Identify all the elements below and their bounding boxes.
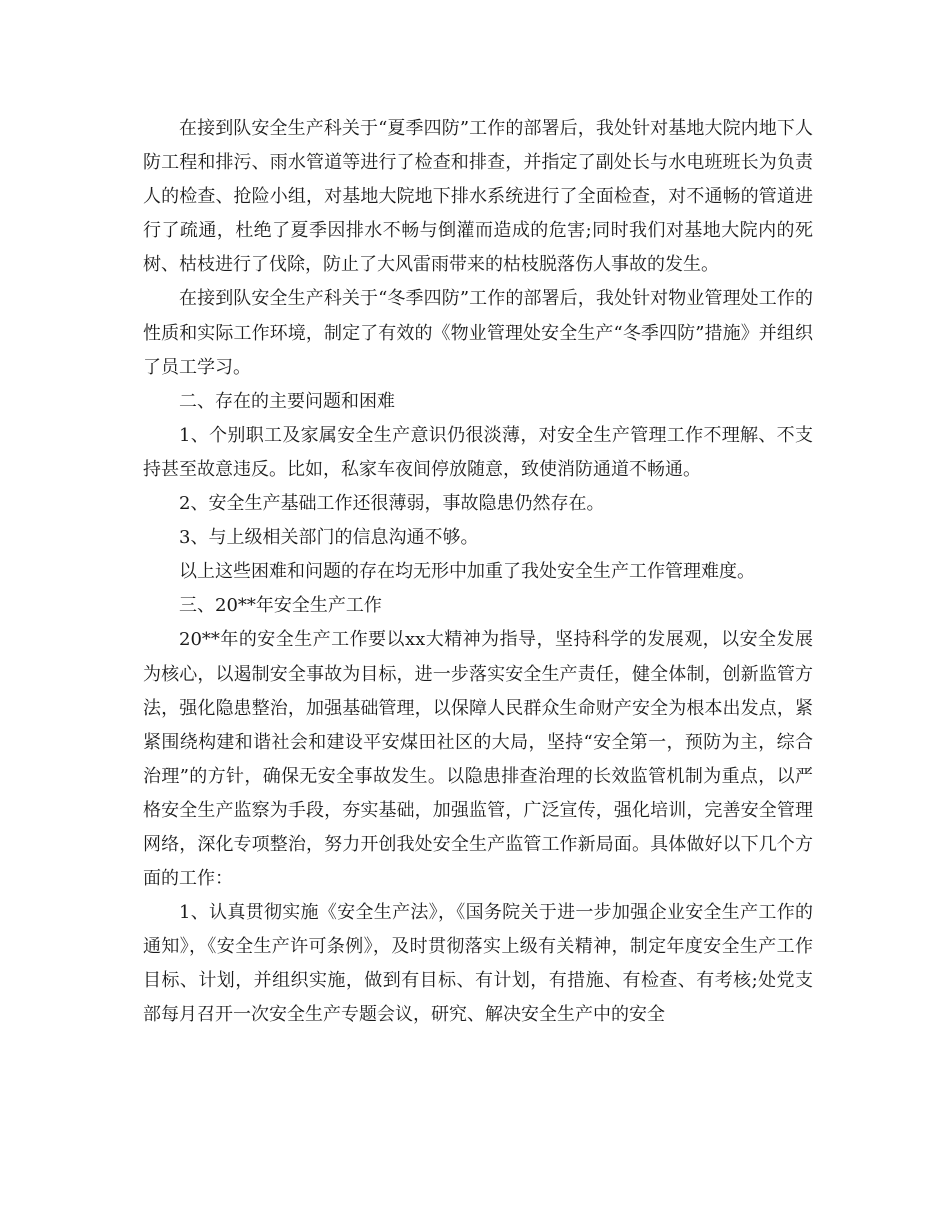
document-body	[143, 112, 813, 1033]
paragraph-winter-prevention: 在接到队安全生产科关于“冬季四防”工作的部署后，我处针对物业管理处工作的性质和实际工作环境，制定了有效的《物业管理处安全生产“冬季四防”措施》并组织了员工学习。	[143, 288, 813, 378]
paragraph-work-item-1: 1、认真贯彻实施《安全生产法》，《国务院关于进一步加强企业安全生产工作的通知》，《安全生产许可条例》，及时贯彻落实上级有关精神，制定年度安全生产工作目标、计划，并组织实施，做到有目标、有计划，有措施、有检查、有考核;处党支部每月召开一次安全生产专题会议，研究、解决安全生产中的安全	[143, 902, 813, 1026]
paragraph-problem-summary: 以上这些困难和问题的存在均无形中加重了我处安全生产工作管理难度。	[179, 561, 755, 583]
paragraph-problem-1: 1、个别职工及家属安全生产意识仍很淡薄，对安全生产管理工作不理解、不支持甚至故意违反。比如，私家车夜间停放随意，致使消防通道不畅通。	[143, 424, 813, 480]
paragraph-summer-prevention: 在接到队安全生产科关于“夏季四防”工作的部署后，我处针对基地大院内地下人防工程和排污、雨水管道等进行了检查和排查，并指定了副处长与水电班班长为负责人的检查、抢险小组，对基地大院地下排水系统进行了全面检查，对不通畅的管道进行了疏通，杜绝了夏季因排水不畅与倒灌而造成的危害;同时我们对基地大院内的死树、枯枝进行了伐除，防止了大风雷雨带来的枯枝脱落伤人事故的发生。	[143, 118, 813, 276]
section-heading-work-plan: 三、20**年安全生产工作	[179, 595, 382, 617]
paragraph-work-plan-overview: 20**年的安全生产工作要以xx大精神为指导，坚持科学的发展观，以安全发展为核心，以遏制安全事故为目标，进一步落实安全生产责任，健全体制，创新监管方法，强化隐患整治，加强基础管理，以保障人民群众生命财产安全为根本出发点，紧紧围绕构建和谐社会和建设平安煤田社区的大局，坚持“安全第一，预防为主，综合治理”的方针，确保无安全事故发生。以隐患排查治理的长效监管机制为重点，以严格安全生产监察为手段，夯实基础，加强监管，广泛宣传，强化培训，完善安全管理网络，深化专项整治，努力开创我处安全生产监管工作新局面。具体做好以下几个方面的工作：	[143, 629, 813, 890]
paragraph-problem-2: 2、安全生产基础工作还很薄弱，事故隐患仍然存在。	[179, 493, 605, 515]
paragraph-problem-3: 3、与上级相关部门的信息沟通不够。	[179, 527, 479, 549]
section-heading-problems: 二、存在的主要问题和困难	[179, 390, 395, 412]
